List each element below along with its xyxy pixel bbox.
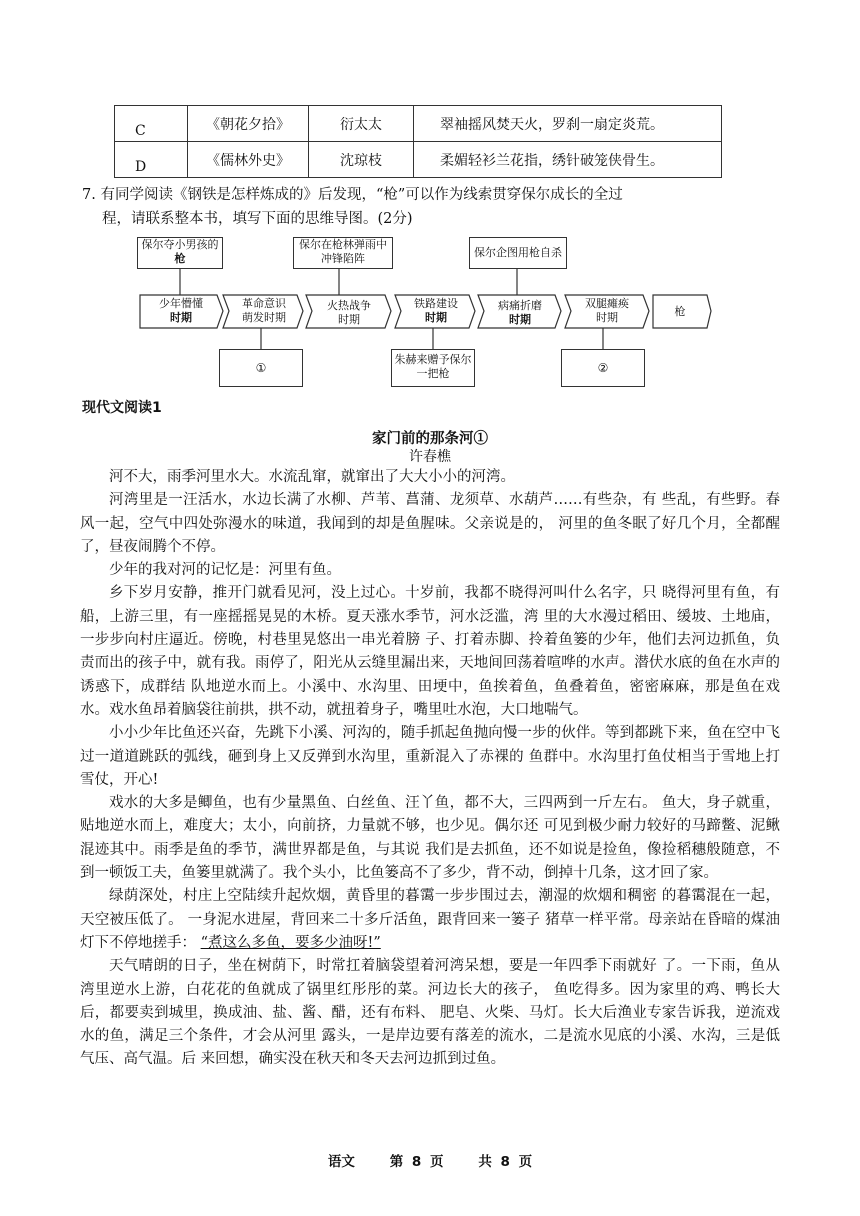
stage-text: 双腿瘫痪 <box>585 297 629 310</box>
footer-total: 共 8 页 <box>478 1154 533 1170</box>
stage-text: 时期 <box>596 311 618 324</box>
option-letter: C <box>115 106 188 142</box>
stage-text: 火热战争 <box>327 299 371 312</box>
question-7 <box>82 183 702 231</box>
stage-label-4 <box>399 297 473 325</box>
mind-map <box>135 235 715 390</box>
section-title: 现代文阅读1 <box>82 400 162 416</box>
stage-label-2 <box>227 297 301 325</box>
stage-text: 铁路建设 <box>414 297 458 310</box>
stage-label-1 <box>143 297 219 325</box>
article-author: 许春樵 <box>409 449 451 465</box>
underlined-quote: “煮这么多鱼，要多少油呀!” <box>200 934 381 951</box>
box-text: 保尔企图用枪自杀 <box>474 246 562 259</box>
question-7-line2: 程，请联系整本书，填写下面的思维导图。(2分) <box>102 211 413 227</box>
box-text: 枪 <box>174 252 186 265</box>
box-text: 冲锋陷阵 <box>321 252 365 265</box>
stage-text: 萌发时期 <box>242 311 286 324</box>
stage-label-6 <box>569 297 645 325</box>
article-title: 家门前的那条河① <box>372 430 488 447</box>
bottom-box-2 <box>391 349 475 387</box>
stage-text: 病痛折磨 <box>498 299 542 312</box>
stage-label-7 <box>653 305 707 319</box>
book-title: 《朝花夕拾》 <box>188 106 309 142</box>
character-description: 翠袖摇风焚天火，罗刹一扇定炎荒。 <box>414 106 722 142</box>
options-table <box>114 105 722 178</box>
paragraph: 小小少年比鱼还兴奋，先跳下小溪、河沟的，随手抓起鱼抛向慢一步的伙伴。等到都跳下来，鱼在空中飞过一道道跳跃的弧线，砸到身上又反弹到水沟里，重新混入了赤裸的 鱼群中。水沟里打鱼仗相当于雪地上打雪仗，开心! <box>80 725 780 788</box>
stage-text: 时期 <box>509 313 531 326</box>
stage-label-5 <box>482 299 558 327</box>
box-text: 保尔夺小男孩的 <box>141 238 219 251</box>
footer-page: 第 8 页 <box>389 1154 444 1170</box>
paragraph <box>80 885 780 955</box>
box-text: 保尔在枪林弹雨中 <box>299 238 387 251</box>
stage-text: 时期 <box>425 311 447 324</box>
top-box-2 <box>293 237 393 269</box>
character-name: 沈琼枝 <box>309 142 414 178</box>
stage-text: 革命意识 <box>242 297 286 310</box>
question-7-line1: 7. 有同学阅读《钢铁是怎样炼成的》后发现，“枪”可以作为线索贯穿保尔成长的全过 <box>82 187 623 203</box>
paragraph: 河不大，雨季河里水大。水流乱窜，就窜出了大大小小的河湾。 <box>109 469 515 485</box>
footer-subject: 语文 <box>327 1154 355 1170</box>
stage-text: 少年懵懂 <box>159 297 203 310</box>
stage-text: 时期 <box>338 313 360 326</box>
paragraph: 天气晴朗的日子，坐在树荫下，时常扛着脑袋望着河湾呆想，要是一年四季下雨就好 了。一下雨，鱼从湾里逆水上游，白花花的鱼就成了锅里红彤彤的菜。河边长大的孩子， 鱼吃得多。因为家里的鸡、鸭长大后，都要卖到城里，换成油、盐、酱、醋，还有布料、 肥皂、火柴、马灯。长大后渔业专家告诉我，逆流戏水的鱼，满足三个条件，才会从河里 露头，一是岸边要有落差的流水，二是流水见底的小溪、水沟，三是低气压、高气温。后 来回想，确实没在秋天和冬天去河边抓到过鱼。 <box>80 958 780 1068</box>
option-letter: D <box>115 142 188 178</box>
paragraph: 河湾里是一汪活水，水边长满了水柳、芦苇、菖蒲、龙须草、水葫芦……有些杂，有 些乱，有些野。春风一起，空气中四处弥漫水的味道，我闻到的却是鱼腥味。父亲说是的， 河里的鱼冬眠了好几个月，全都醒了，昼夜闹腾个不停。 <box>80 492 780 555</box>
box-text: 朱赫来赠予保尔 <box>394 353 472 366</box>
top-box-3 <box>469 237 567 269</box>
paragraph: 戏水的大多是鲫鱼，也有少量黑鱼、白丝鱼、汪丫鱼，都不大，三四两到一斤左右。 鱼大，身子就重，贴地逆水而上，难度大；太小，向前挤，力量就不够，也少见。偶尔还 可见到极少耐力较好的马蹄鳖、泥鳅混迹其中。雨季是鱼的季节，满世界都是鱼，与其说 我们是去抓鱼，还不如说是捡鱼，像捡稻穗般随意，不到一顿饭工夫，鱼篓里就满了。我个头小，比鱼篓高不了多少，背不动，倒掉十几条，这才回了家。 <box>80 795 780 882</box>
stage-text: 枪 <box>674 305 686 318</box>
top-box-1 <box>137 237 223 269</box>
blank-number: ② <box>597 361 609 375</box>
stage-text: 时期 <box>170 311 192 324</box>
paragraph: 少年的我对河的记忆是：河里有鱼。 <box>109 562 341 579</box>
page-footer <box>0 1150 860 1170</box>
box-text: 一把枪 <box>416 367 450 380</box>
character-name: 衍太太 <box>309 106 414 142</box>
table-row <box>115 106 722 142</box>
character-description: 柔媚轻衫兰花指，绣针破笼侠骨生。 <box>414 142 722 178</box>
paragraph-text: 绿荫深处，村庄上空陆续升起炊烟，黄昏里的暮霭一步步围过去，潮湿的炊烟和稠密 的暮霭混在一起，天空被压低了。 一身泥水进屋，背回来二十多斤活鱼，跟背回来一篓子 猪草一样平常。母亲站在昏暗的煤油灯下不停地搓手： <box>80 888 780 951</box>
article-body <box>80 466 780 1072</box>
book-title: 《儒林外史》 <box>188 142 309 178</box>
table-row <box>115 142 722 178</box>
stage-label-3 <box>310 299 388 327</box>
blank-number: ① <box>255 361 267 375</box>
answer-blank-2[interactable] <box>561 349 645 387</box>
paragraph: 乡下岁月安静，推开门就看见河，没上过心。十岁前，我都不晓得河叫什么名字，只 晓得河里有鱼，有船，上游三里，有一座摇摇晃晃的木桥。夏天涨水季节，河水泛滥，湾 里的大水漫过稻田、缓坡、土地庙，一步步向村庄逼近。傍晚，村巷里晃悠出一串光着膀 子、打着赤脚、拎着鱼篓的少年，他们去河边抓鱼，负责而出的孩子中，就有我。雨停了，阳光从云缝里漏出来，天地间回荡着喧哗的水声。潜伏水底的鱼在水声的诱惑下，成群结 队地逆水而上。小溪中、水沟里、田埂中，鱼挨着鱼，鱼叠着鱼，密密麻麻，那是鱼在戏 水。戏水鱼昂着脑袋往前拱，拱不动，就扭着身子，嘴里吐水泡，大口地喘气。 <box>80 585 780 718</box>
answer-blank-1[interactable] <box>219 349 303 387</box>
